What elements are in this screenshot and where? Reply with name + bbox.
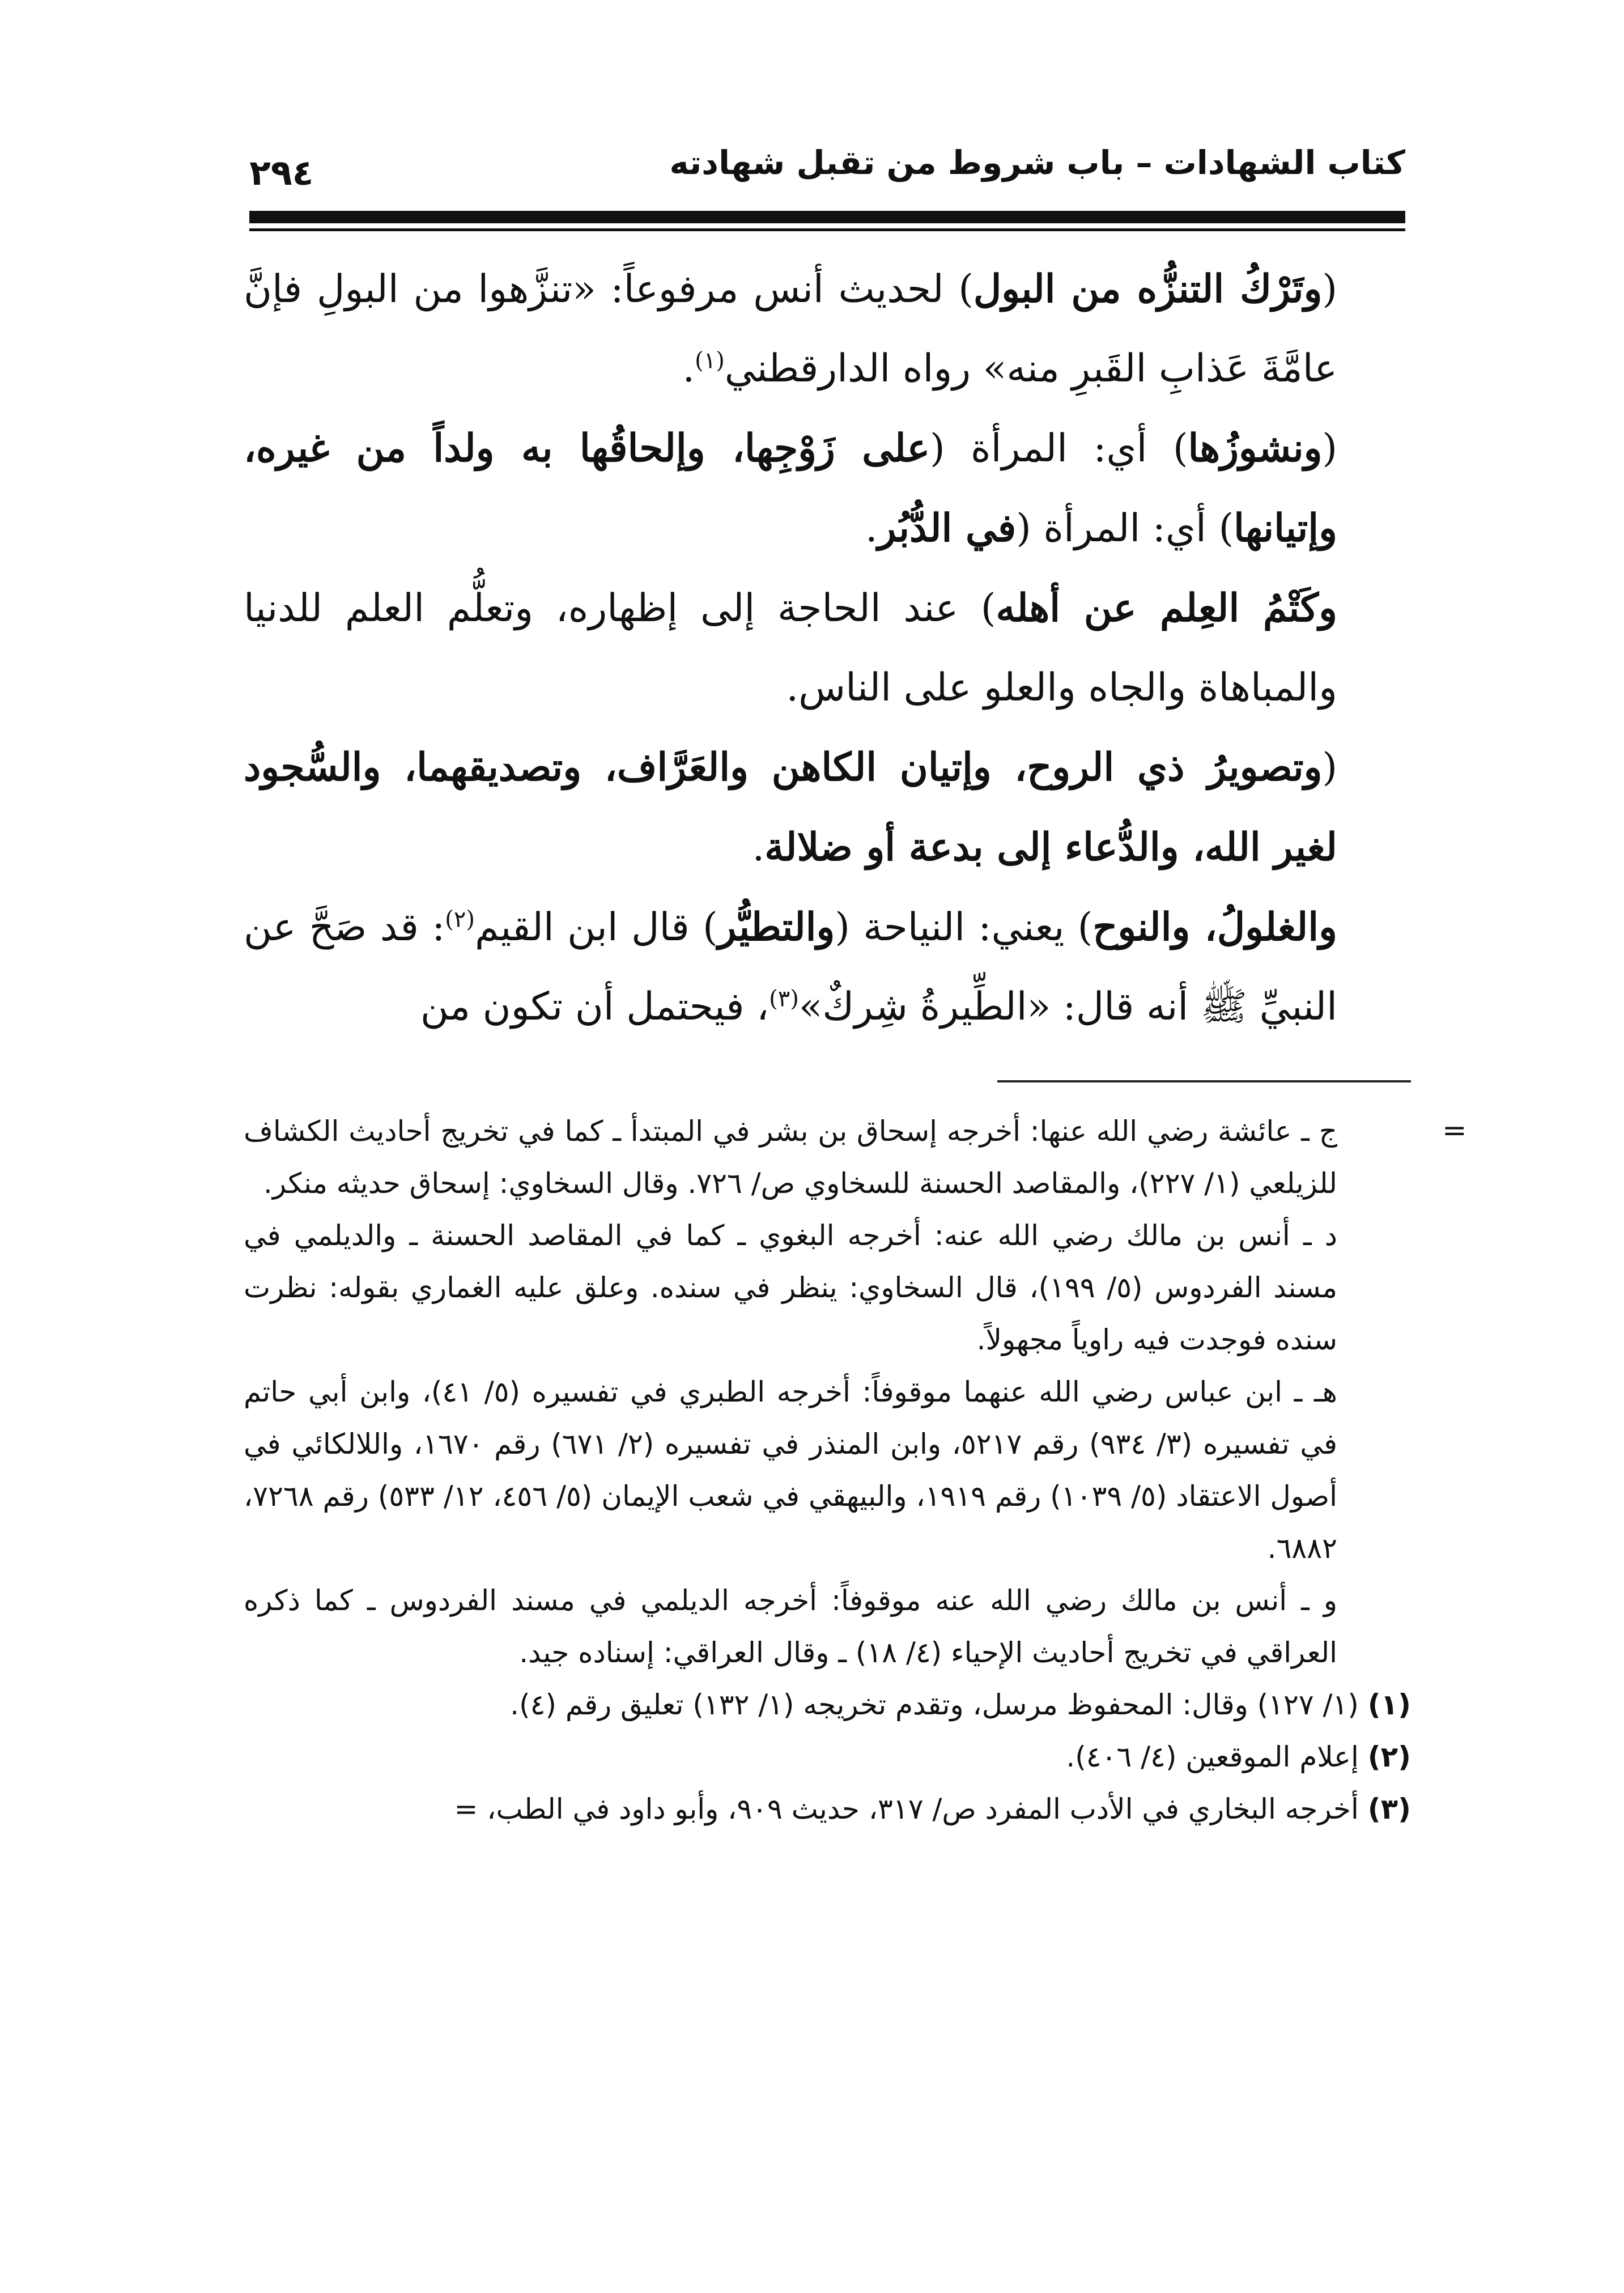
footnote-ref[interactable]: (١)	[695, 347, 725, 374]
footnote-separator	[997, 1080, 1411, 1082]
footnote-number: (٣)	[1367, 1793, 1411, 1825]
chapter-title: كتاب الشهادات – باب شروط من تقبل شهادته	[669, 143, 1405, 182]
footnote-number: (٢)	[1367, 1740, 1411, 1773]
footnote-2: (٢) إعلام الموقعين (٤/ ٤٠٦).	[1066, 1740, 1411, 1773]
paragraph: (وتصويرُ ذي الروح، وإتيان الكاهن والعَرَّاف، وتصديقهما، والسُّجود لغير الله، والدُّعاء إلى بدعة أو ضلالة.	[244, 745, 1337, 870]
footnote-ref[interactable]: (٢)	[445, 906, 475, 933]
bold-term: وتَرْكُ التنزُّه من البول	[973, 266, 1323, 312]
bold-term: والغلولُ، والنوح	[1092, 905, 1337, 950]
paragraph: (وتَرْكُ التنزُّه من البول) لحديث أنس مرفوعاً: «تنزَّهوا من البولِ فإنَّ عامَّةَ عَذابِ القَبرِ منه» رواه الدارقطني$^{(١)}$.	[244, 266, 1337, 391]
paragraph: وكَتْمُ العِلم عن أهله) عند الحاجة إلى إظهاره، وتعلُّم العلم للدنيا والمباهاة والجاه والعلو على الناس.	[244, 585, 1337, 710]
bold-term: والتطيُّر	[717, 905, 835, 950]
bold-term: ونشوزُها	[1188, 426, 1323, 471]
footnote-number: (١)	[1367, 1688, 1411, 1721]
running-header	[249, 130, 1405, 193]
header-rule-thin	[249, 228, 1405, 231]
footnote-item: و ـ أنس بن مالك رضي الله عنه موقوفاً: أخرجه الديلمي في مسند الفردوس ـ كما ذكره العراقي في تخريج أحاديث الإحياء (٤/ ١٨) ـ وقال العراقي: إسناده جيد.	[244, 1584, 1337, 1669]
footnote-item: هـ ـ ابن عباس رضي الله عنهما موقوفاً: أخرجه الطبري في تفسيره (٥/ ٤١)، وابن أبي حاتم في تفسيره (٣/ ٩٣٤) رقم ٥٢١٧، وابن المنذر في تفسيره (٢/ ٦٧١) رقم ١٦٧٠، واللالكائي في أصول الاعتقاد (٥/ ١٠٣٩) رقم ١٩١٩، والبيهقي في شعب الإيمان (٥/ ٤٥٦، ١٢/ ٥٣٣) رقم ٧٢٦٨، ٦٨٨٢.	[244, 1375, 1337, 1565]
bold-term: وكَتْمُ العِلم عن أهله	[996, 585, 1337, 631]
continuation-mark: =	[1442, 1114, 1467, 1148]
footnote-3: (٣) أخرجه البخاري في الأدب المفرد ص/ ٣١٧، حديث ٩٠٩، وأبو داود في الطب، =	[454, 1793, 1411, 1825]
paragraph: (ونشوزُها) أي: المرأة (على زَوْجِها، وإلحاقُها به ولداً من غيره، وإتيانها) أي: المرأة (في الدُّبُر.	[244, 426, 1337, 551]
bold-term: على زَوْجِها، وإلحاقُها به ولداً من غيره، وإتيانها	[244, 426, 1337, 551]
page-number: ٢٩٤	[249, 152, 314, 193]
bold-term: في الدُّبُر	[877, 506, 1017, 551]
main-text	[244, 249, 1411, 1047]
bold-term: وتصويرُ ذي الروح، وإتيان الكاهن والعَرَّاف، وتصديقهما، والسُّجود لغير الله، والدُّعاء إلى بدعة أو ضلالة	[244, 745, 1337, 870]
header-rule-thick	[249, 211, 1405, 223]
footnotes	[244, 1105, 1411, 1835]
paragraph: والغلولُ، والنوح) يعني: النياحة (والتطيُّر) قال ابن القيم$^{(٢)}$: قد صَحَّ عن النبيِّ ﷺ أنه قال: «الطِّيرةُ شِركٌ»$^{(٣)}$، فيحتمل أن تكون من	[244, 905, 1337, 1029]
footnote-ref[interactable]: (٣)	[769, 986, 799, 1012]
footnote-1: (١) (١/ ١٢٧) وقال: المحفوظ مرسل، وتقدم تخريجه (١/ ١٣٢) تعليق رقم (٤).	[510, 1688, 1411, 1721]
footnote-item: د ـ أنس بن مالك رضي الله عنه: أخرجه البغوي ـ كما في المقاصد الحسنة ـ والديلمي في مسند الفردوس (٥/ ١٩٩)، قال السخاوي: ينظر في سنده. وعلق عليه الغماري بقوله: نظرت سنده فوجدت فيه راوياً مجهولاً.	[244, 1219, 1338, 1356]
footnote-item: ج ـ عائشة رضي الله عنها: أخرجه إسحاق بن بشر في المبتدأ ـ كما في تخريج أحاديث الكشاف للزيلعي (١/ ٢٢٧)، والمقاصد الحسنة للسخاوي ص/ ٧٢٦. وقال السخاوي: إسحاق حديثه منكر.	[244, 1115, 1337, 1200]
